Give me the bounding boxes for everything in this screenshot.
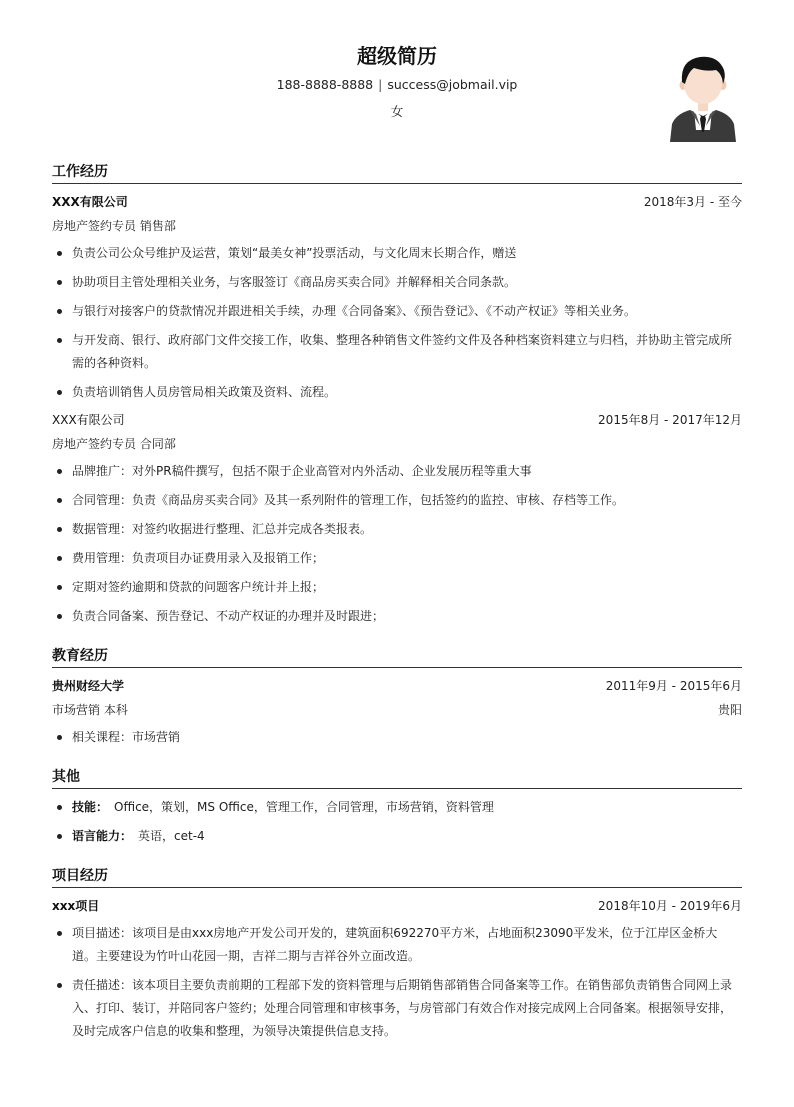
date-range: 2015年8月 - 2017年12月 bbox=[598, 413, 742, 427]
bullet-list bbox=[52, 460, 742, 628]
project-section bbox=[52, 864, 742, 1043]
date-range: 2018年3月 - 至今 bbox=[643, 195, 742, 209]
list-item: 负责合同备案、预告登记、不动产权证的办理并及时跟进； bbox=[52, 605, 742, 628]
entry-subheader bbox=[52, 433, 742, 455]
skills-value: Office，策划，MS Office，管理工作，合同管理，市场营销，资料管理 bbox=[114, 800, 494, 814]
bullet-list bbox=[52, 796, 742, 848]
company-name: XXX有限公司 bbox=[52, 195, 128, 209]
entry-header bbox=[52, 895, 742, 917]
list-item: 责任描述：该本项目主要负责前期的工程部下发的资料管理与后期销售部销售合同备案等工作。在销售部负责销售合同网上录入、打印、装订，并陪同客户签约；处理合同管理和审核事务，与房管部门有效合作对接完成网上合同备案。根据领导安排，及时完成客户信息的收集和整理，为领导决策提供信息支持。 bbox=[52, 974, 742, 1043]
list-item: 定期对签约逾期和贷款的问题客户统计并上报； bbox=[52, 576, 742, 599]
list-item: 协助项目主管处理相关业务，与客服签订《商品房买卖合同》并解释相关合同条款。 bbox=[52, 271, 742, 294]
contact-separator: | bbox=[378, 77, 383, 92]
section-title-education: 教育经历 bbox=[52, 644, 742, 668]
entry-subheader bbox=[52, 215, 742, 237]
bullet-list bbox=[52, 726, 742, 749]
male-avatar-icon bbox=[668, 52, 738, 142]
major-degree: 市场营销 本科 bbox=[52, 703, 128, 717]
work-entry bbox=[52, 409, 742, 628]
list-item: 与开发商、银行、政府部门文件交接工作，收集、整理各种销售文件签约文件及各种档案资料建立与归档，并协助主管完成所需的各种资料。 bbox=[52, 329, 742, 375]
phone-number: 188-8888-8888 bbox=[276, 77, 374, 92]
gender: 女 bbox=[390, 104, 404, 119]
contact-line bbox=[52, 77, 742, 92]
other-section bbox=[52, 765, 742, 848]
list-item: 相关课程：市场营销 bbox=[52, 726, 742, 749]
list-item: 与银行对接客户的贷款情况并跟进相关手续，办理《合同备案》、《预告登记》、《不动产权证》等相关业务。 bbox=[52, 300, 742, 323]
job-role: 房地产签约专员 销售部 bbox=[52, 219, 176, 233]
work-entry bbox=[52, 191, 742, 404]
education-entry bbox=[52, 675, 742, 749]
list-item: 负责培训销售人员房管局相关政策及资料、流程。 bbox=[52, 381, 742, 404]
list-item: 数据管理：对签约收据进行整理、汇总并完成各类报表。 bbox=[52, 518, 742, 541]
entry-subheader bbox=[52, 699, 742, 721]
section-title-other: 其他 bbox=[52, 765, 742, 789]
section-title-work: 工作经历 bbox=[52, 160, 742, 184]
location: 贵阳 bbox=[717, 703, 742, 717]
project-entry bbox=[52, 895, 742, 1043]
candidate-name: 超级简历 bbox=[357, 44, 437, 68]
date-range: 2011年9月 - 2015年6月 bbox=[605, 679, 742, 693]
bullet-list bbox=[52, 922, 742, 1043]
company-name: XXX有限公司 bbox=[52, 413, 125, 427]
bullet-list bbox=[52, 242, 742, 404]
education-section bbox=[52, 644, 742, 749]
project-name: xxx项目 bbox=[52, 899, 100, 913]
resume-header bbox=[52, 0, 742, 150]
section-title-projects: 项目经历 bbox=[52, 864, 742, 888]
list-item: 品牌推广：对外PR稿件撰写，包括不限于企业高管对内外活动、企业发展历程等重大事 bbox=[52, 460, 742, 483]
list-item: 负责公司公众号维护及运营，策划“最美女神”投票活动，与文化周末长期合作，赠送 bbox=[52, 242, 742, 265]
entry-header bbox=[52, 191, 742, 213]
job-role: 房地产签约专员 合同部 bbox=[52, 437, 176, 451]
date-range: 2018年10月 - 2019年6月 bbox=[598, 899, 742, 913]
work-experience-section bbox=[52, 160, 742, 628]
list-item: 合同管理：负责《商品房买卖合同》及其一系列附件的管理工作，包括签约的监控、审核、存档等工作。 bbox=[52, 489, 742, 512]
language-label: 语言能力： bbox=[72, 829, 133, 843]
entry-header bbox=[52, 675, 742, 697]
language-item bbox=[52, 825, 742, 848]
language-value: 英语，cet-4 bbox=[138, 829, 205, 843]
skills-item bbox=[52, 796, 742, 819]
entry-header bbox=[52, 409, 742, 431]
list-item: 费用管理：负责项目办证费用录入及报销工作； bbox=[52, 547, 742, 570]
skills-label: 技能： bbox=[72, 800, 109, 814]
list-item: 项目描述：该项目是由xxx房地产开发公司开发的，建筑面积692270平方米，占地面积23090平发米，位于江岸区金桥大道。主要建设为竹叶山花园一期，吉祥二期与吉祥谷外立面改造。 bbox=[52, 922, 742, 968]
email-address: success@jobmail.vip bbox=[387, 77, 518, 92]
school-name: 贵州财经大学 bbox=[52, 679, 125, 693]
